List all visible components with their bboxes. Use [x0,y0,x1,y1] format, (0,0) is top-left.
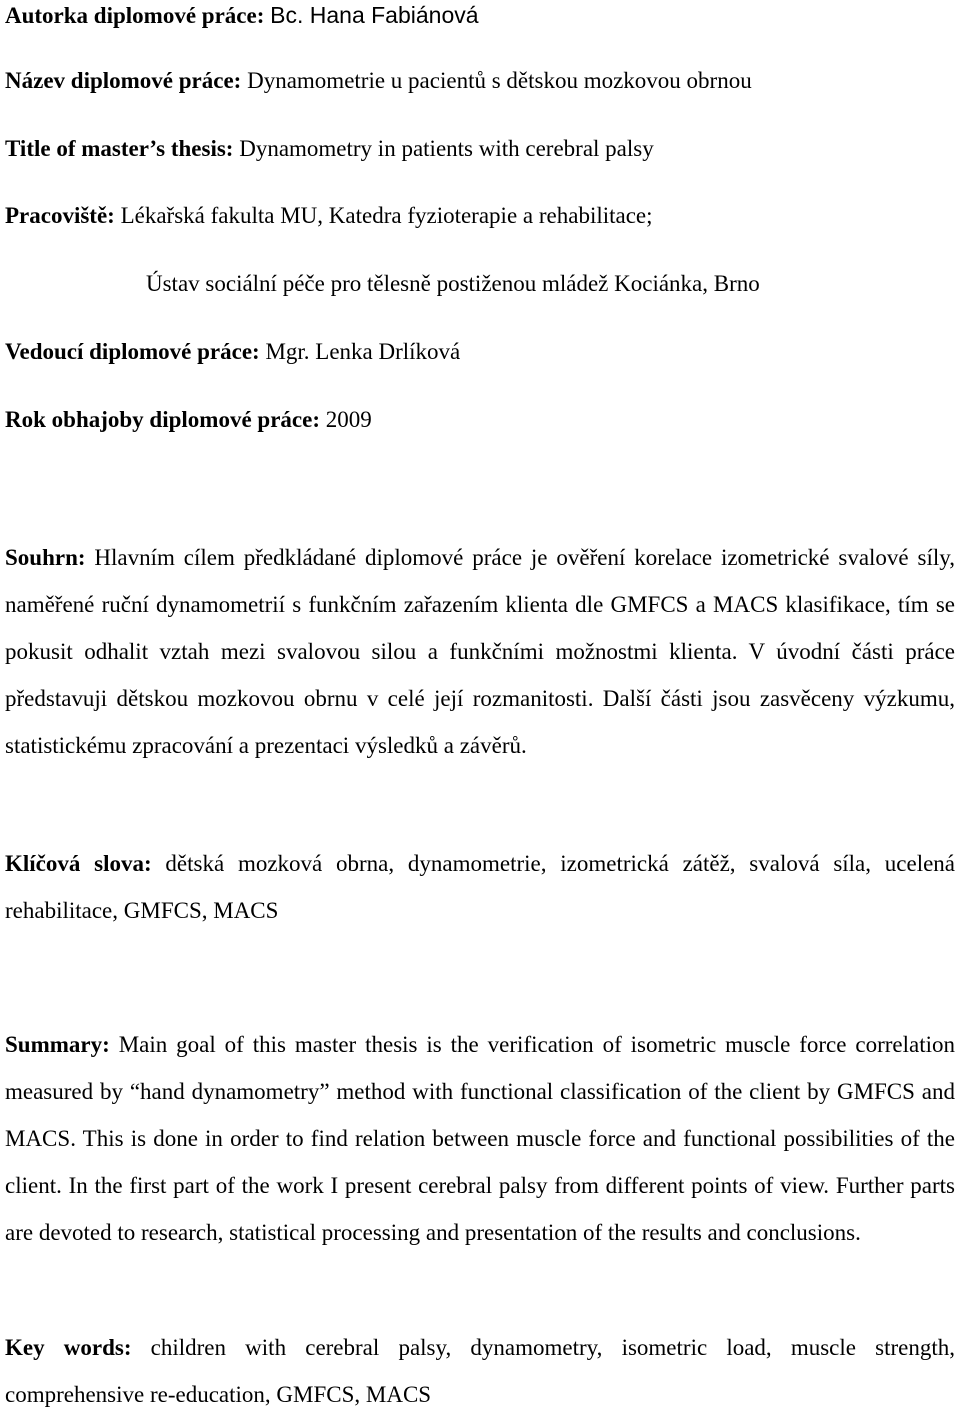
supervisor-value: Mgr. Lenka Drlíková [265,339,461,364]
souhrn-text: Hlavním cílem předkládané diplomové práce je ověření korelace izometrické svalové síly, naměřené ruční dynamometrií s funkčním zařazením klienta dle GMFCS a MACS klasifikace, tím se pokusit odhalit vztah mezi svalovou silou a funkčními možnostmi klienta. V úvodní části práce představuji dětskou mozkovou obrnu v celé její rozmanitosti. Další části jsou zasvěceny výzkumu, statistickému zpracování a prezentaci výsledků a závěrů. [5,545,955,758]
thesis-title-cz-line [5,66,752,96]
thesis-title-cz-value: Dynamometrie u pacientů s dětskou mozkovou obrnou [247,68,752,93]
klicova-slova-text: dětská mozková obrna, dynamometrie, izometrická zátěž, svalová síla, ucelená rehabilitace, GMFCS, MACS [5,851,955,923]
summary-text: Main goal of this master thesis is the verification of isometric muscle force correlation measured by “hand dynamometry” method with functional classification of the client by GMFCS and MACS. This is done in order to find relation between muscle force and functional possibilities of the client. In the first part of the work I present cerebral palsy from different points of view. Further parts are devoted to research, statistical processing and presentation of the results and conclusions. [5,1032,955,1245]
key-words-paragraph [5,1324,955,1418]
key-words-label: Key words: [5,1335,132,1360]
klicova-slova-paragraph [5,840,955,934]
thesis-title-en-line [5,134,654,164]
workplace-line-2 [146,269,760,299]
workplace-line [5,201,653,231]
souhrn-paragraph [5,534,955,769]
summary-paragraph [5,1021,955,1256]
defense-year-label: Rok obhajoby diplomové práce: [5,407,320,432]
klicova-slova-label: Klíčová slova: [5,851,152,876]
workplace-label: Pracoviště: [5,203,115,228]
defense-year-value: 2009 [325,407,372,432]
author-line [5,0,479,31]
author-label: Autorka diplomové práce: [5,3,265,28]
supervisor-line [5,337,460,367]
workplace-value-2: Ústav sociální péče pro tělesně postiženou mládež Kociánka, Brno [146,271,760,296]
thesis-title-en-value: Dynamometry in patients with cerebral palsy [239,136,654,161]
thesis-title-cz-label: Název diplomové práce: [5,68,242,93]
defense-year-line [5,405,372,435]
souhrn-label: Souhrn: [5,545,86,570]
supervisor-label: Vedoucí diplomové práce: [5,339,260,364]
workplace-value: Lékařská fakulta MU, Katedra fyzioterapie a rehabilitace; [120,203,653,228]
author-value: Bc. Hana Fabiánová [270,2,479,28]
thesis-title-en-label: Title of master’s thesis: [5,136,234,161]
summary-label: Summary: [5,1032,110,1057]
key-words-text: children with cerebral palsy, dynamometry, isometric load, muscle strength, comprehensive re-education, GMFCS, MACS [5,1335,955,1407]
